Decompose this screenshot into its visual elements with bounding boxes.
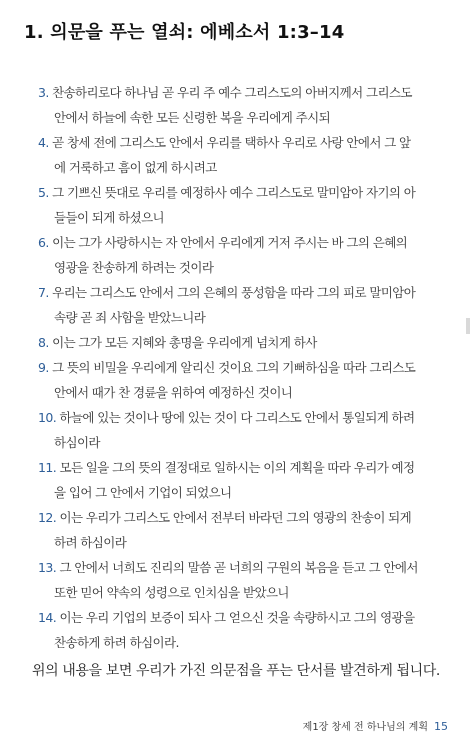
verse-number: 8. [38,335,49,350]
verse-number: 7. [38,285,49,300]
verse-item [38,405,420,455]
verse-text: 이는 우리가 그리스도 안에서 전부터 바라던 그의 영광의 찬송이 되게 하려 하심이라 [54,510,412,550]
verse-text: 이는 그가 사랑하시는 자 안에서 우리에게 거저 주시는 바 그의 은혜의 영광을 찬송하게 하려는 것이라 [52,235,408,275]
verse-text: 이는 그가 모든 지혜와 총명을 우리에게 넘치게 하사 [52,335,317,350]
verse-text: 찬송하리로다 하나님 곧 우리 주 예수 그리스도의 아버지께서 그리스도 안에서 하늘에 속한 모든 신령한 복을 우리에게 주시되 [52,85,412,125]
verse-item [38,555,420,605]
verse-number: 14. [38,610,57,625]
verse-item [38,130,420,180]
verse-text: 그 기쁘신 뜻대로 우리를 예정하사 예수 그리스도로 말미암아 자기의 아들들이 되게 하셨으니 [52,185,416,225]
verse-number: 13. [38,560,57,575]
verse-item [38,230,420,280]
running-footer-chapter: 제1장 창세 전 하나님의 계획 [302,722,428,733]
verse-text: 우리는 그리스도 안에서 그의 은혜의 풍성함을 따라 그의 피로 말미암아 속량 곧 죄 사함을 받았느니라 [52,285,416,325]
verse-text: 그 안에서 너희도 진리의 말씀 곧 너희의 구원의 복음을 듣고 그 안에서 또한 믿어 약속의 성령으로 인치심을 받았으니 [54,560,418,600]
verse-item [38,180,420,230]
verse-item [38,505,420,555]
verse-item [38,330,420,355]
verse-number: 6. [38,235,49,250]
page-footer [303,718,448,733]
verse-number: 10. [38,410,57,425]
verse-item [38,455,420,505]
verse-item [38,605,420,655]
verse-number: 12. [38,510,57,525]
section-heading: 1. 의문을 푸는 열쇠: 에베소서 1:3–14 [24,22,345,43]
verse-number: 3. [38,85,49,100]
verse-number: 9. [38,360,49,375]
verse-text: 하늘에 있는 것이나 땅에 있는 것이 다 그리스도 안에서 통일되게 하려 하심이라 [54,410,415,450]
verse-item [38,355,420,405]
verse-text: 이는 우리 기업의 보증이 되사 그 얻으신 것을 속량하시고 그의 영광을 찬송하게 하려 하심이라. [54,610,415,650]
verse-text: 그 뜻의 비밀을 우리에게 알리신 것이요 그의 기뻐하심을 따라 그리스도 안에서 때가 찬 경륜을 위하여 예정하신 것이니 [52,360,416,400]
conclusion-paragraph: 위의 내용을 보면 우리가 가진 의문점을 푸는 단서를 발견하게 됩니다. [32,663,440,679]
page-edge-mark [466,318,470,334]
verse-number: 4. [38,135,49,150]
verse-item [38,80,420,130]
verse-number: 11. [38,460,57,475]
verse-number: 5. [38,185,49,200]
verse-item [38,280,420,330]
verse-text: 곧 창세 전에 그리스도 안에서 우리를 택하사 우리로 사랑 안에서 그 앞에 거룩하고 흠이 없게 하시려고 [52,135,411,175]
page-number: 15 [434,720,448,733]
verse-list [38,80,420,655]
verse-text: 모든 일을 그의 뜻의 결정대로 일하시는 이의 계획을 따라 우리가 예정을 입어 그 안에서 기업이 되었으니 [54,460,415,500]
